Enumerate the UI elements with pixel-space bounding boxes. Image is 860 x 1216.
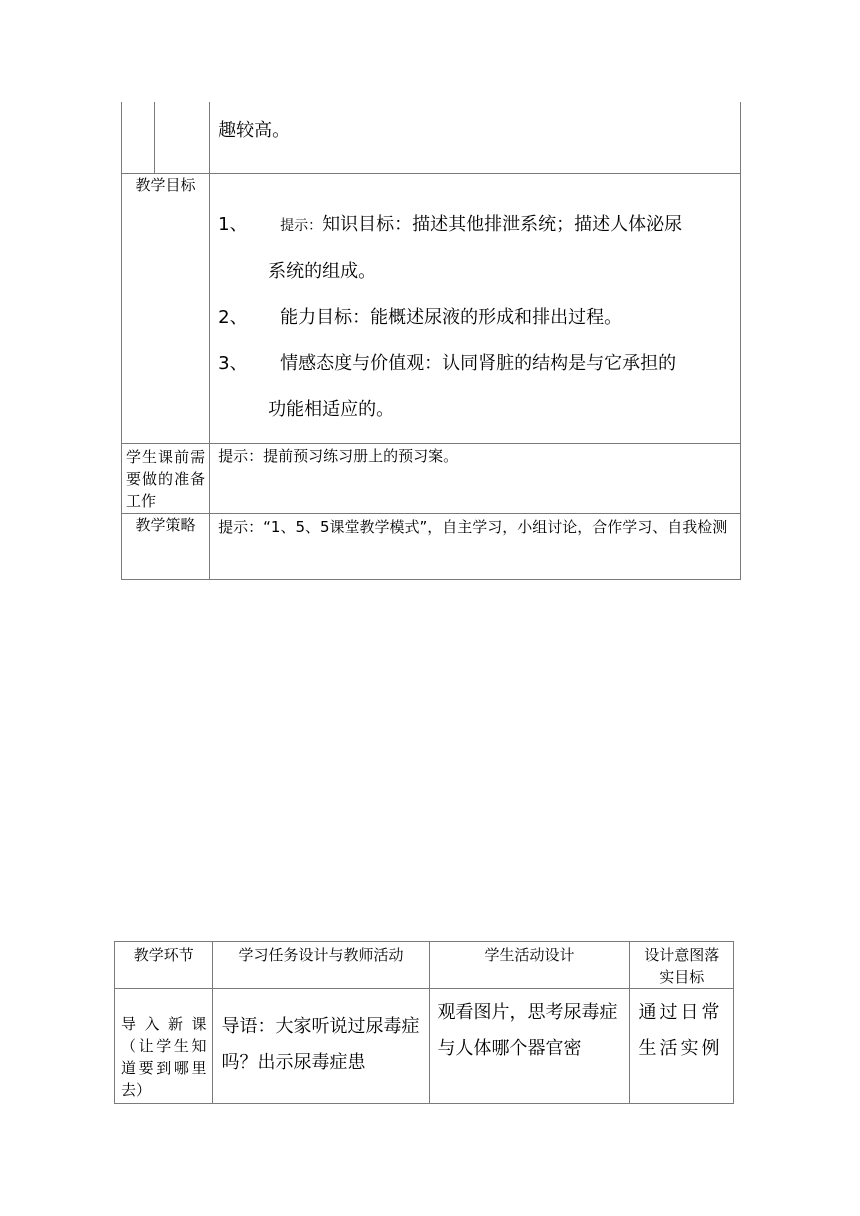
objective-text: 知识目标：描述其他排泄系统；描述人体泌尿 <box>322 213 683 235</box>
header-cell <box>630 942 734 989</box>
objectives-cell <box>210 173 741 443</box>
objective-number: 2、 <box>218 306 248 328</box>
empty-cell <box>122 102 155 173</box>
objective-hint-prefix: 提示： <box>280 217 323 234</box>
preparation-cell <box>210 443 741 513</box>
objective-text: 能力目标：能概述尿液的形成和排出过程。 <box>280 306 623 328</box>
continued-text: 趣较高。 <box>218 120 291 141</box>
design-intent-text: 通过日常生活实例 <box>638 1002 723 1059</box>
lesson-process-table <box>114 941 734 1104</box>
continued-cell <box>210 102 741 173</box>
objective-item-1 <box>218 202 734 295</box>
objective-text: 情感态度与价值观：认同肾脏的结构是与它承担的 <box>280 352 677 374</box>
intent-cell <box>630 989 734 1104</box>
student-cell <box>429 989 630 1104</box>
objectives-label: 教学目标 <box>135 175 196 194</box>
objective-text-continued: 功能相适应的。 <box>268 398 395 420</box>
continued-row <box>122 102 741 173</box>
teacher-activity-text: 导语：大家听说过尿毒症吗？出示尿毒症患 <box>221 1016 420 1073</box>
objective-item-2 <box>218 295 734 341</box>
preparation-label: 学生课前需要做的准备工作 <box>126 447 206 510</box>
header-cell <box>213 942 429 989</box>
header-cell <box>115 942 213 989</box>
header-row <box>115 942 734 989</box>
objective-item-3 <box>218 341 734 433</box>
table-row <box>115 989 734 1104</box>
header-design-intent: 设计意图落实目标 <box>644 946 720 986</box>
objectives-label-cell <box>122 173 210 443</box>
objectives-list <box>210 174 740 433</box>
preparation-text: 提示：提前预习练习册上的预习案。 <box>218 446 459 465</box>
teacher-cell <box>213 989 429 1104</box>
header-cell <box>429 942 630 989</box>
strategy-text: 提示：“1、5、5课堂教学模式”，自主学习，小组讨论，合作学习、自我检测 <box>218 517 728 536</box>
empty-cell <box>155 102 210 173</box>
lesson-info-table <box>121 102 741 580</box>
student-activity-text: 观看图片，思考尿毒症与人体哪个器官密 <box>437 1002 618 1059</box>
header-stage: 教学环节 <box>133 946 194 964</box>
stage-text: 导入新课（让学生知道要到哪里去） <box>121 1015 207 1099</box>
stage-cell <box>115 989 213 1104</box>
strategy-cell <box>210 513 741 579</box>
objective-number: 1、 <box>218 213 248 235</box>
header-teacher-activity: 学习任务设计与教师活动 <box>238 946 404 964</box>
objective-text-continued: 系统的组成。 <box>268 260 377 282</box>
strategy-label: 教学策略 <box>135 515 196 534</box>
preparation-row <box>122 443 741 513</box>
preparation-label-cell <box>122 443 210 513</box>
strategy-label-cell <box>122 513 210 579</box>
header-student-activity: 学生活动设计 <box>484 946 575 964</box>
objectives-row <box>122 173 741 443</box>
objective-number: 3、 <box>218 352 248 374</box>
strategy-row <box>122 513 741 579</box>
